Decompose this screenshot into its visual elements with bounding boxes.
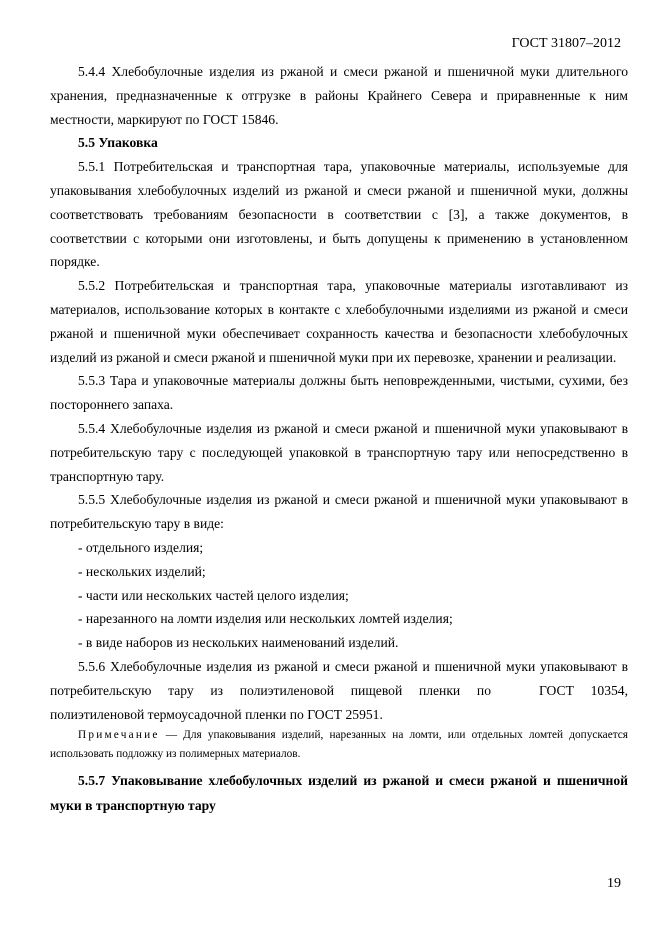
paragraph-5-5-6-part-a: 5.5.6 Хлебобулочные изделия из ржаной и смеси ржаной и пшеничной муки упаковывают в потребительскую тару из полиэтиленовой пищевой пленки по — [50, 658, 628, 698]
list-item: - части или нескольких частей целого изделия; — [78, 587, 349, 603]
paragraph-5-4-4: 5.4.4 Хлебобулочные изделия из ржаной и смеси ржаной и пшеничной муки длительного хранения, предназначенные к отгрузке в районы Крайнего Севера и приравненные к ним местности, маркируют по ГОСТ 15846. — [50, 64, 628, 127]
paragraph-5-5-5: 5.5.5 Хлебобулочные изделия из ржаной и смеси ржаной и пшеничной муки упаковывают в потребительскую тару в виде: — [50, 492, 628, 532]
note-text: — Для упаковывания изделий, нарезанных на ломти, или отдельных ломтей допускается использовать подложку из полимерных материалов. — [50, 729, 628, 761]
paragraph-5-5-1: 5.5.1 Потребительская и транспортная тара, упаковочные материалы, используемые для упаковывания хлебобулочных изделий из ржаной и смеси ржаной и пшеничной муки, должны соответствовать требованиям безопасности в соответствии с [3], а также документов, в соответствии с которыми они изготовлены, и быть допущены к применению в установленном порядке. — [50, 159, 628, 270]
list-item: - нескольких изделий; — [78, 563, 206, 579]
paragraph-5-5-6 — [50, 655, 628, 726]
paragraph-5-5-3: 5.5.3 Тара и упаковочные материалы должны быть неповрежденными, чистыми, сухими, без постороннего запаха. — [50, 373, 628, 413]
list-item: - в виде наборов из нескольких наименований изделий. — [78, 635, 399, 651]
list-5-5-5 — [50, 536, 628, 655]
page-number: 19 — [607, 876, 621, 891]
paragraph-5-5-6-part-b: ГОСТ 10354, полиэтиленовой термоусадочной пленки по ГОСТ 25951. — [50, 682, 628, 722]
list-item: - нарезанного на ломти изделия или нескольких ломтей изделия; — [78, 611, 453, 627]
section-heading-5-5: 5.5 Упаковка — [78, 135, 158, 151]
note-label: Примечание — [78, 729, 160, 742]
list-item: - отдельного изделия; — [78, 539, 204, 555]
paragraph-5-5-4: 5.5.4 Хлебобулочные изделия из ржаной и смеси ржаной и пшеничной муки упаковывают в потребительскую тару с последующей упаковкой в транспортную тару или непосредственно в транспортную тару. — [50, 420, 628, 484]
document-body — [50, 60, 628, 818]
paragraph-5-5-2: 5.5.2 Потребительская и транспортная тара, упаковочные материалы изготавливают из материалов, использование которых в контакте с хлебобулочными изделиями из ржаной и смеси ржаной и пшеничной муки обеспечивает сохранность качества и безопасности хлебобулочных изделий из ржаной и смеси ржаной и пшеничной муки при их перевозке, хранении и реализации. — [50, 278, 628, 365]
note — [50, 726, 628, 764]
section-heading-5-5-7: 5.5.7 Упаковывание хлебобулочных изделий из ржаной и смеси ржаной и пшеничной муки в транспортную тару — [50, 773, 628, 814]
document-header: ГОСТ 31807–2012 — [511, 36, 621, 51]
